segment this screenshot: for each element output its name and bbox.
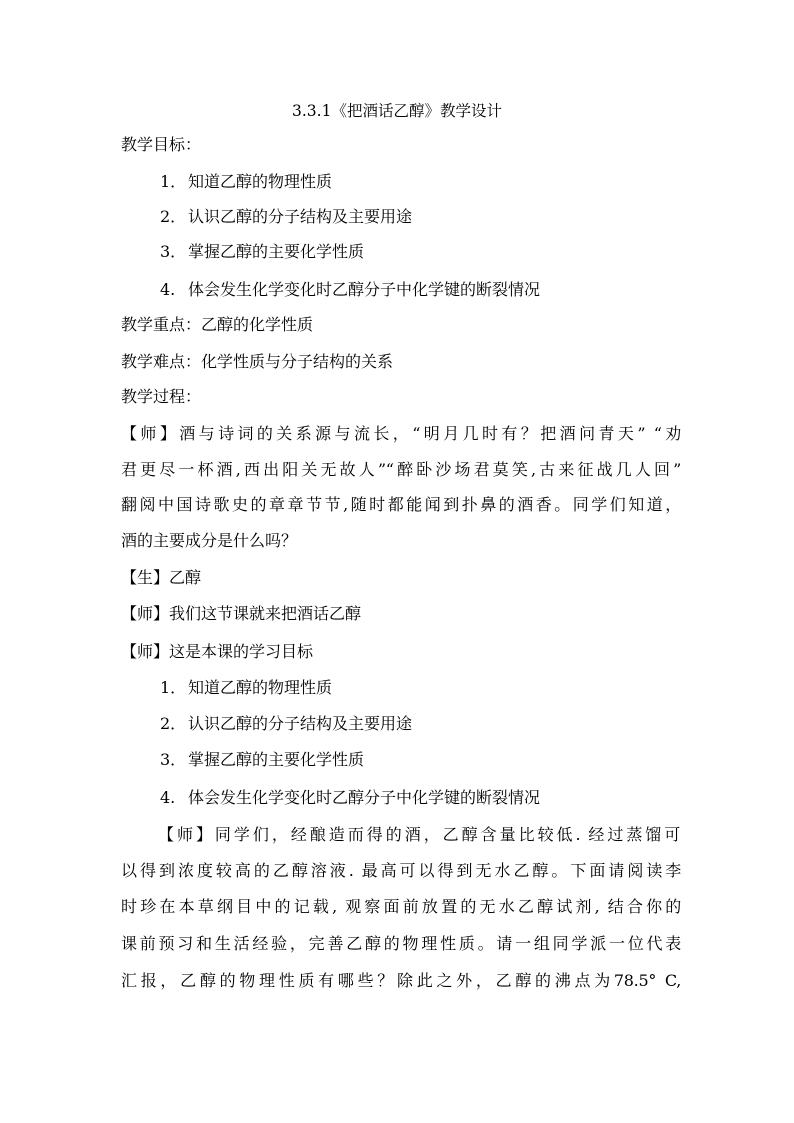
paragraph-line: 酒的主要成分是什么吗？	[121, 531, 298, 550]
objective-text: 体会发生化学变化时乙醇分子中化学键的断裂情况	[188, 280, 541, 299]
objective-number: 3．	[160, 242, 187, 261]
paragraph-line: 【师】同学们，经酿造而得的酒，乙醇含量比较低. 经过蒸馏可	[158, 825, 680, 844]
paragraph-line: 【师】酒与诗词的关系源与流长，“明月几时有？把酒问青天” “劝	[121, 424, 681, 443]
goal-text: 掌握乙醇的主要化学性质	[188, 750, 365, 769]
difficulty: 教学难点：化学性质与分子结构的关系	[121, 352, 394, 371]
objectives-heading: 教学目标：	[121, 135, 202, 154]
key-point: 教学重点：乙醇的化学性质	[121, 315, 314, 334]
paragraph-line: 课前预习和生活经验，完善乙醇的物理性质。请一组同学派一位代表	[121, 934, 681, 953]
document-title: 3.3.1《把酒话乙醇》教学设计	[292, 102, 502, 120]
goal-text: 知道乙醇的物理性质	[188, 678, 333, 697]
objective-text: 认识乙醇的分子结构及主要用途	[188, 207, 413, 226]
paragraph-line: 君更尽一杯酒,西出阳关无故人”“醉卧沙场君莫笑,古来征战几人回”	[121, 460, 681, 479]
goal-text: 体会发生化学变化时乙醇分子中化学键的断裂情况	[188, 788, 541, 807]
objective-text: 掌握乙醇的主要化学性质	[188, 242, 365, 261]
goal-number: 3．	[160, 750, 187, 769]
teacher-line: 【师】这是本课的学习目标	[121, 642, 314, 661]
objective-item	[160, 280, 720, 300]
paragraph-line: 时珍在本草纲目中的记载, 观察面前放置的无水乙醇试剂, 结合你的	[121, 897, 681, 916]
paragraph-line: 汇报，乙醇的物理性质有哪些？除此之外，乙醇的沸点为78.5° C,	[121, 971, 681, 990]
objective-item	[160, 242, 720, 262]
objective-item	[160, 172, 720, 192]
objective-number: 4.	[160, 280, 176, 299]
goal-text: 认识乙醇的分子结构及主要用途	[188, 714, 413, 733]
objective-number: 1．	[160, 172, 187, 191]
goal-item	[160, 788, 720, 808]
process-heading: 教学过程：	[121, 387, 202, 406]
goal-number: 4.	[160, 788, 176, 807]
objective-text: 知道乙醇的物理性质	[188, 172, 333, 191]
objective-number: 2．	[160, 207, 187, 226]
teacher-line: 【师】我们这节课就来把酒话乙醇	[121, 604, 362, 623]
goal-number: 1．	[160, 678, 187, 697]
goal-number: 2．	[160, 714, 187, 733]
goal-item	[160, 678, 720, 698]
goal-item	[160, 714, 720, 734]
goal-item	[160, 750, 720, 770]
objective-item	[160, 207, 720, 227]
paragraph-line: 以得到浓度较高的乙醇溶液. 最高可以得到无水乙醇。下面请阅读李	[121, 861, 681, 880]
paragraph-line: 翻阅中国诗歌史的章章节节,随时都能闻到扑鼻的酒香。同学们知道，	[121, 495, 681, 514]
student-answer: 【生】乙醇	[121, 568, 202, 587]
